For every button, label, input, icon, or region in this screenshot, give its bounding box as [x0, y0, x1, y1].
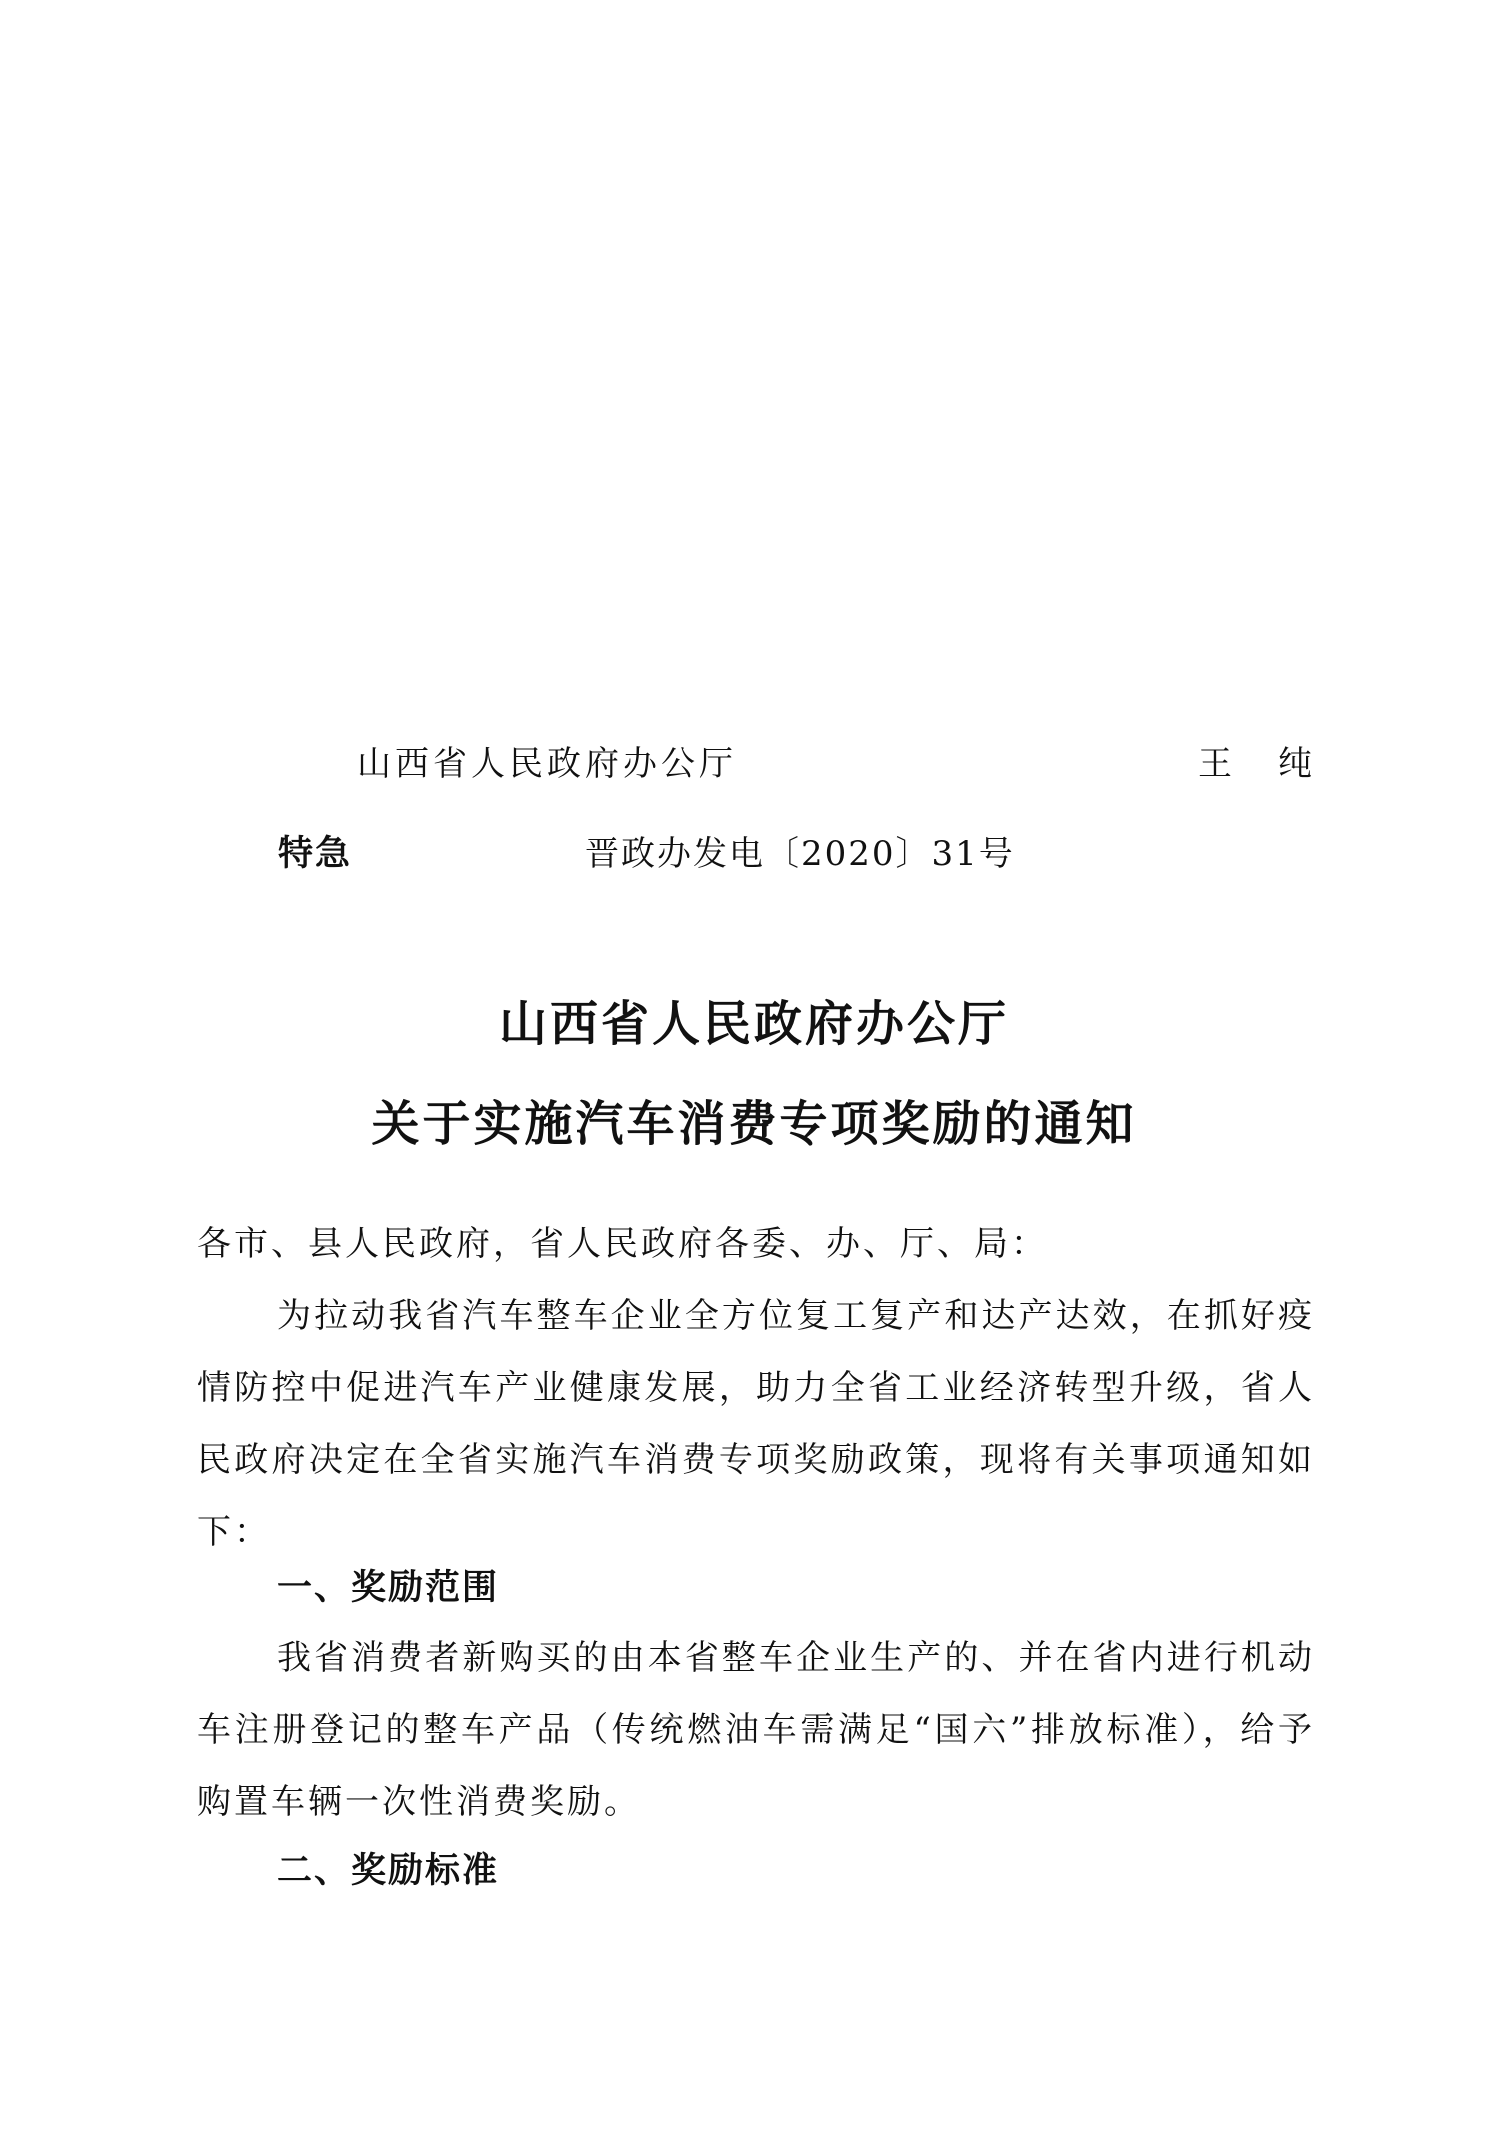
section-2-heading: 二、奖励标准 — [277, 1851, 500, 1891]
section-1-paragraph: 我省消费者新购买的由本省整车企业生产的、并在省内进行机动车注册登记的整车产品（传统燃油车需满足“国六”排放标准），给予购置车辆一次性消费奖励。 — [197, 1638, 1315, 1822]
document-title-line-1: 山西省人民政府办公厅 — [498, 996, 1009, 1052]
urgency-label: 特急 — [278, 834, 353, 874]
document-title-line-2: 关于实施汽车消费专项奖励的通知 — [371, 1096, 1137, 1152]
document-number: 晋政办发电〔2020〕31号 — [585, 834, 1015, 874]
addressee: 各市、县人民政府，省人民政府各委、办、厅、局： — [197, 1224, 1048, 1264]
intro-paragraph: 为拉动我省汽车整车企业全方位复工复产和达产达效，在抓好疫情防控中促进汽车产业健康发展，助力全省工业经济转型升级，省人民政府决定在全省实施汽车消费专项奖励政策，现将有关事项通知如下： — [197, 1296, 1315, 1552]
section-1-heading: 一、奖励范围 — [277, 1568, 500, 1608]
signer-name: 王纯 — [1198, 744, 1358, 784]
issuing-office: 山西省人民政府办公厅 — [357, 744, 737, 784]
